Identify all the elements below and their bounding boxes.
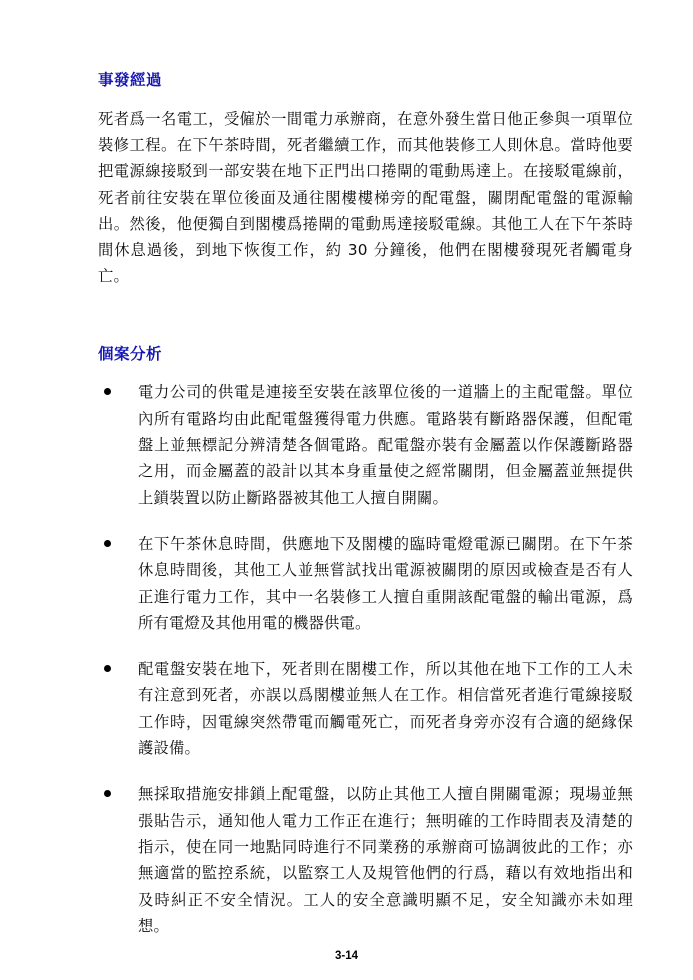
section-heading-case-analysis: 個案分析 xyxy=(98,344,163,363)
section-spacer xyxy=(98,290,633,344)
bullet-dot-icon xyxy=(104,388,111,395)
list-item xyxy=(98,531,633,636)
list-item xyxy=(98,781,633,939)
incident-paragraph: 死者爲一名電工，受僱於一間電力承辦商，在意外發生當日他正參與一項單位裝修工程。在下午茶時間，死者繼續工作，而其他裝修工人則休息。當時他要把電源線接駁到一部安裝在地下正門出口捲閘的電動馬達上。在接駁電線前，死者前往安裝在單位後面及通往閣樓樓梯旁的配電盤，關閉配電盤的電源輸出。然後，他便獨自到閣樓爲捲閘的電動馬達接駁電線。其他工人在下午茶時間休息過後，到地下恢復工作，約 30 分鐘後，他們在閣樓發現死者觸電身亡。 xyxy=(98,109,633,286)
list-item-text: 電力公司的供電是連接至安裝在該單位後的一道牆上的主配電盤。單位內所有電路均由此配電盤獲得電力供應。電路裝有斷路器保護，但配電盤上並無標記分辨清楚各個電路。配電盤亦裝有金屬蓋以作保護斷路器之用，而金屬蓋的設計以其本身重量使之經常關閉，但金屬蓋並無提供上鎖裝置以防止斷路器被其他工人擅自開關。 xyxy=(138,383,633,507)
list-item-text: 無採取措施安排鎖上配電盤，以防止其他工人擅自開關電源；現場並無張貼告示，通知他人電力工作正在進行；無明確的工作時間表及清楚的指示，使在同一地點同時進行不同業務的承辦商可協調彼此的工作；亦無適當的監控系統，以監察工人及規管他們的行爲，藉以有效地指出和及時糾正不安全情況。工人的安全意識明顯不足，安全知識亦未如理想。 xyxy=(138,785,633,935)
bullet-dot-icon xyxy=(104,540,111,547)
case-analysis-list xyxy=(98,379,633,939)
bullet-dot-icon xyxy=(104,665,111,672)
list-item-text: 在下午茶休息時間，供應地下及閣樓的臨時電燈電源已關閉。在下午茶休息時間後，其他工人並無嘗試找出電源被關閉的原因或檢查是否有人正進行電力工作，其中一名裝修工人擅自重開該配電盤的輸出電源，爲所有電燈及其他用電的機器供電。 xyxy=(138,534,633,632)
list-item xyxy=(98,656,633,761)
list-item-text: 配電盤安裝在地下，死者則在閣樓工作，所以其他在地下工作的工人未有注意到死者，亦誤以爲閣樓並無人在工作。相信當死者進行電線接駁工作時，因電線突然帶電而觸電死亡，而死者身旁亦沒有合適的絕緣保護設備。 xyxy=(138,660,633,758)
bullet-dot-icon xyxy=(104,790,111,797)
list-item xyxy=(98,379,633,510)
page-number: 3-14 xyxy=(334,950,359,962)
section-heading-incident: 事發經過 xyxy=(98,71,163,89)
